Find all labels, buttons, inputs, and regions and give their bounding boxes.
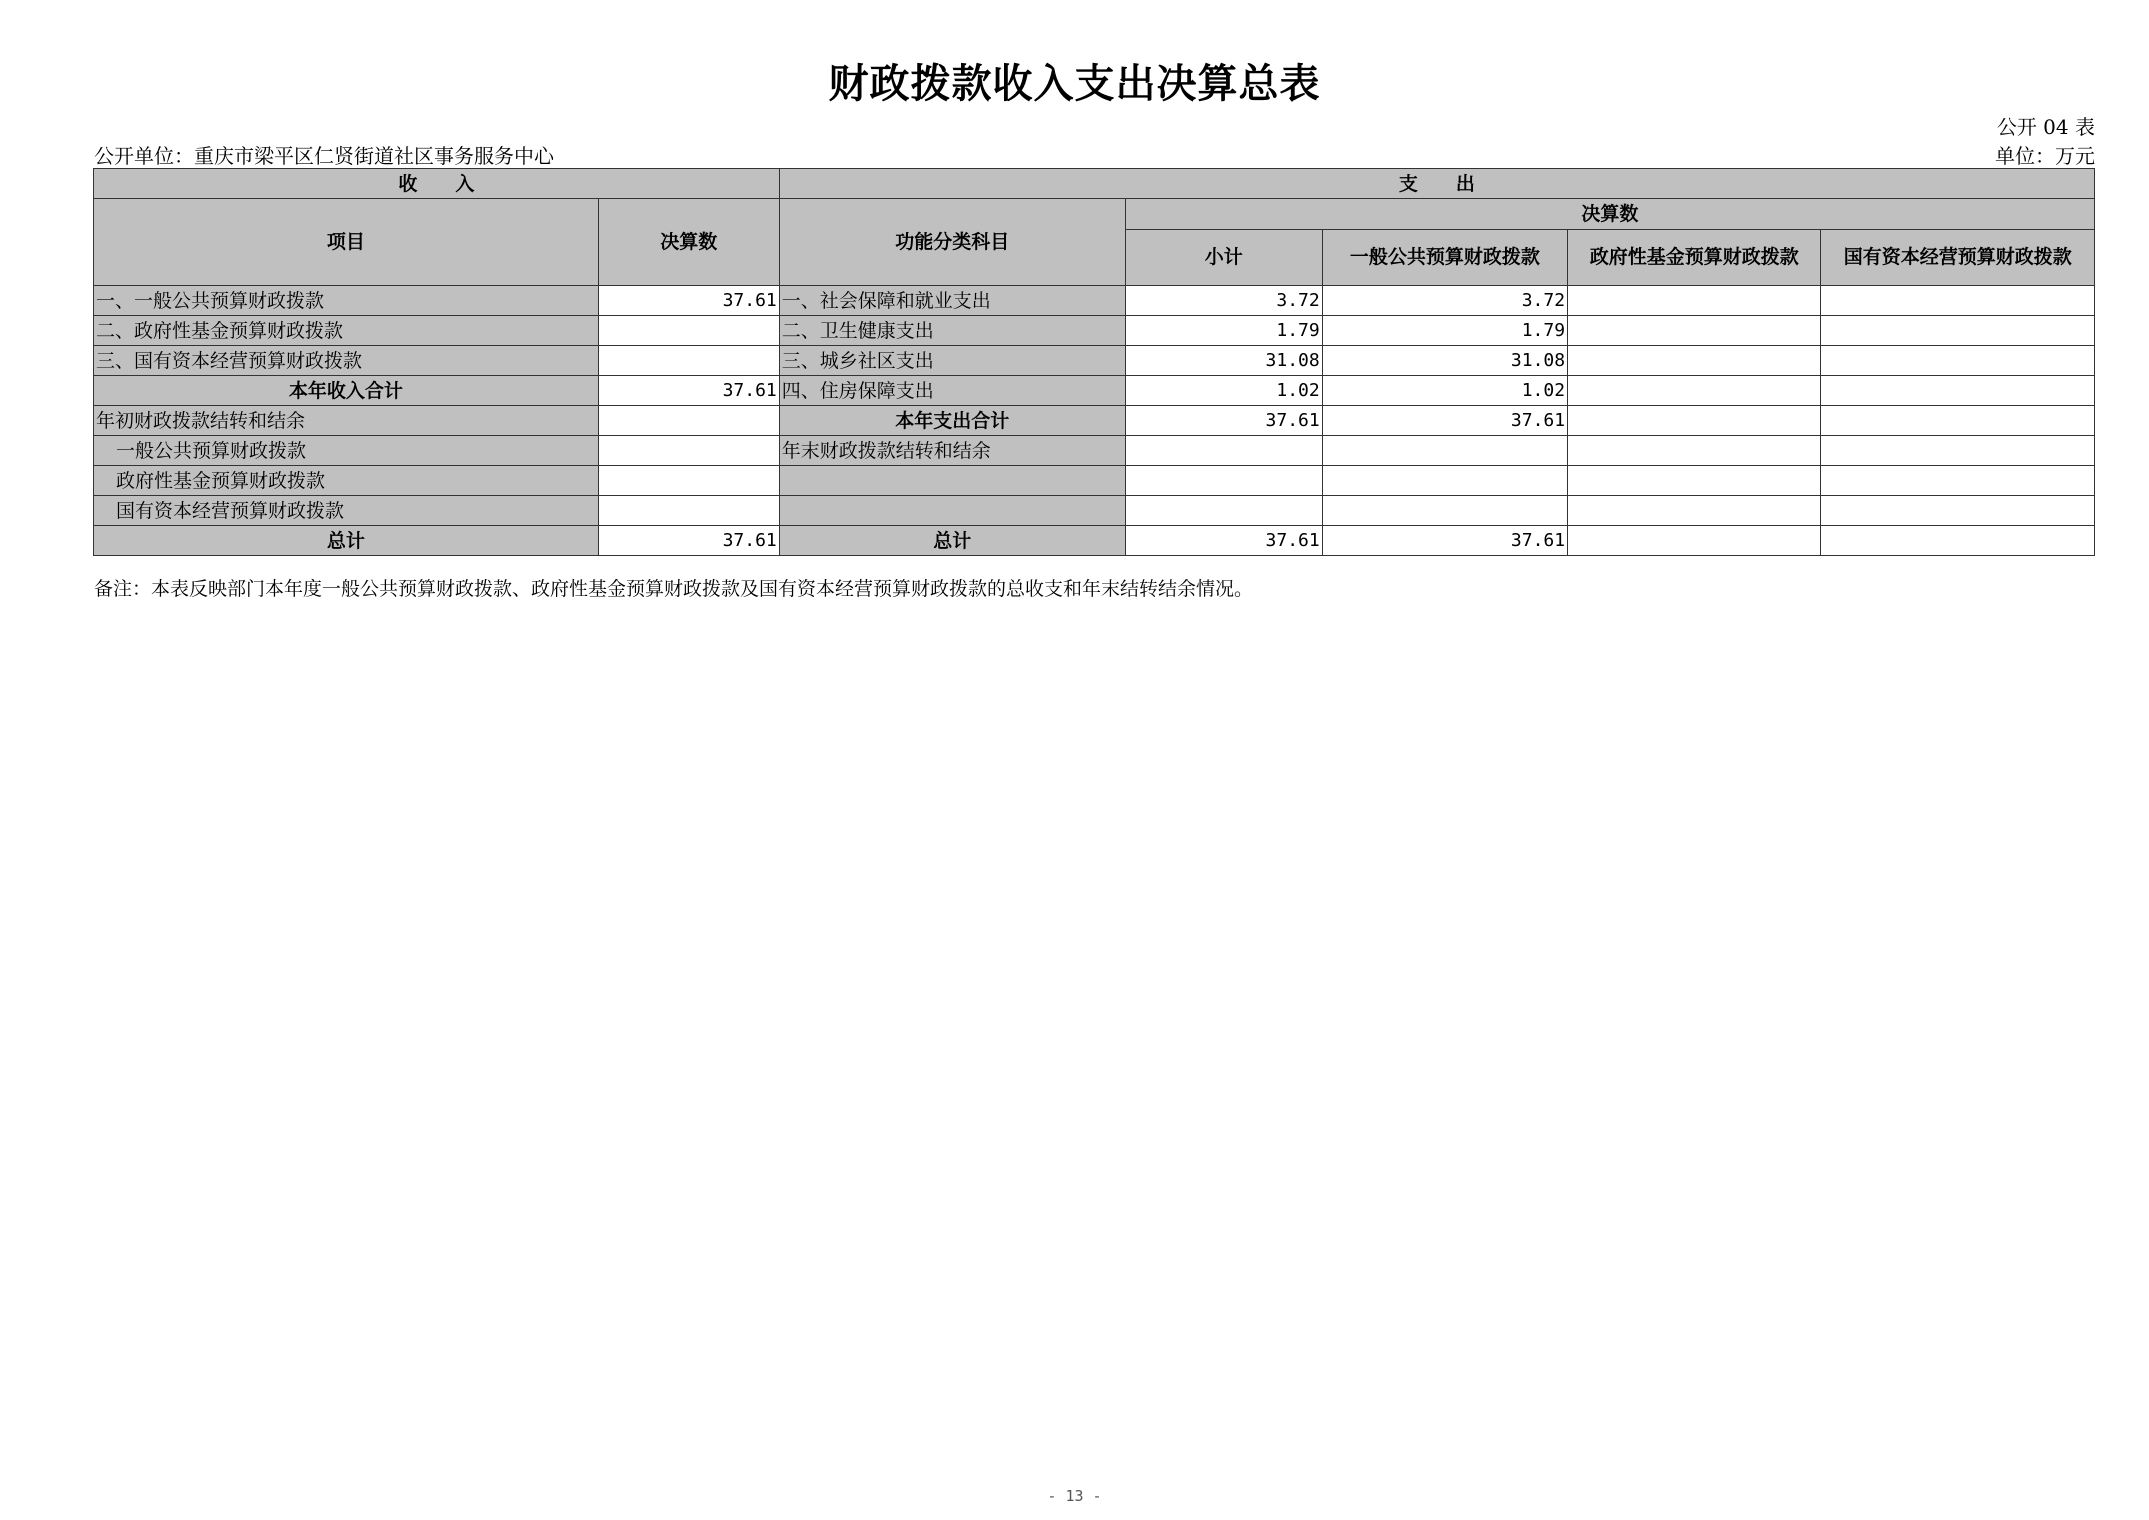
expense-item-cell: 三、城乡社区支出 — [779, 346, 1125, 376]
table-row — [94, 526, 2095, 556]
expense-item-cell: 总计 — [779, 526, 1125, 556]
income-item-cell: 政府性基金预算财政拨款 — [94, 466, 599, 496]
income-item-cell: 一般公共预算财政拨款 — [94, 436, 599, 466]
table-row — [94, 316, 2095, 346]
general-budget-cell: 31.08 — [1322, 346, 1567, 376]
page-title: 财政拨款收入支出决算总表 — [828, 61, 1321, 107]
subtotal-cell — [1125, 436, 1322, 466]
expense-item-cell: 四、住房保障支出 — [779, 376, 1125, 406]
soe-cell — [1821, 496, 2095, 526]
income-amount-cell — [598, 406, 779, 436]
income-amount-cell — [598, 316, 779, 346]
general-budget-cell: 37.61 — [1322, 526, 1567, 556]
table-row — [94, 376, 2095, 406]
general-budget-cell: 1.02 — [1322, 376, 1567, 406]
subtotal-cell — [1125, 496, 1322, 526]
table-row — [94, 466, 2095, 496]
gov-fund-cell — [1568, 286, 1821, 316]
soe-header: 国有资本经营预算财政拨款 — [1821, 229, 2095, 285]
income-amount-cell — [598, 466, 779, 496]
table-row — [94, 496, 2095, 526]
general-budget-cell: 3.72 — [1322, 286, 1567, 316]
income-item-cell: 总计 — [94, 526, 599, 556]
soe-cell — [1821, 316, 2095, 346]
expense-header: 支 出 — [779, 169, 2094, 199]
income-amount-cell — [598, 436, 779, 466]
expense-item-cell: 本年支出合计 — [779, 406, 1125, 436]
soe-cell — [1821, 466, 2095, 496]
subtotal-cell: 37.61 — [1125, 406, 1322, 436]
income-amount-cell — [598, 346, 779, 376]
amount-header: 决算数 — [598, 199, 779, 286]
expense-item-cell — [779, 466, 1125, 496]
subtotal-header: 小计 — [1125, 229, 1322, 285]
general-budget-cell — [1322, 436, 1567, 466]
subtotal-cell — [1125, 466, 1322, 496]
soe-cell — [1821, 526, 2095, 556]
gov-fund-header: 政府性基金预算财政拨款 — [1568, 229, 1821, 285]
income-amount-cell: 37.61 — [598, 376, 779, 406]
general-budget-cell: 37.61 — [1322, 406, 1567, 436]
subtotal-cell: 1.02 — [1125, 376, 1322, 406]
income-header: 收 入 — [94, 169, 780, 199]
income-item-cell: 一、一般公共预算财政拨款 — [94, 286, 599, 316]
income-amount-cell — [598, 496, 779, 526]
income-item-cell: 国有资本经营预算财政拨款 — [94, 496, 599, 526]
soe-cell — [1821, 406, 2095, 436]
table-row — [94, 406, 2095, 436]
soe-cell — [1821, 376, 2095, 406]
expense-item-cell: 一、社会保障和就业支出 — [779, 286, 1125, 316]
income-item-cell: 本年收入合计 — [94, 376, 599, 406]
table-row — [94, 286, 2095, 316]
table-row — [94, 436, 2095, 466]
footnote: 备注：本表反映部门本年度一般公共预算财政拨款、政府性基金预算财政拨款及国有资本经营预算财政拨款的总收支和年末结转结余情况。 — [94, 578, 1254, 600]
income-item-cell: 年初财政拨款结转和结余 — [94, 406, 599, 436]
general-budget-cell — [1322, 466, 1567, 496]
income-item-cell: 三、国有资本经营预算财政拨款 — [94, 346, 599, 376]
gov-fund-cell — [1568, 496, 1821, 526]
gov-fund-cell — [1568, 466, 1821, 496]
expense-item-cell: 年末财政拨款结转和结余 — [779, 436, 1125, 466]
general-budget-header: 一般公共预算财政拨款 — [1322, 229, 1567, 285]
item-header: 项目 — [94, 199, 599, 286]
reporting-unit: 公开单位：重庆市梁平区仁贤街道社区事务服务中心 — [94, 144, 554, 168]
income-amount-cell: 37.61 — [598, 526, 779, 556]
gov-fund-cell — [1568, 406, 1821, 436]
expense-item-cell — [779, 496, 1125, 526]
soe-cell — [1821, 436, 2095, 466]
table-row — [94, 346, 2095, 376]
soe-cell — [1821, 346, 2095, 376]
subtotal-cell: 1.79 — [1125, 316, 1322, 346]
soe-cell — [1821, 286, 2095, 316]
budget-summary-table — [93, 168, 2095, 556]
gov-fund-cell — [1568, 376, 1821, 406]
form-number: 公开 04 表 — [1996, 115, 2095, 139]
gov-fund-cell — [1568, 316, 1821, 346]
final-amount-header: 决算数 — [1125, 199, 2094, 230]
general-budget-cell: 1.79 — [1322, 316, 1567, 346]
page-number: - 13 - — [1047, 1487, 1102, 1505]
income-amount-cell: 37.61 — [598, 286, 779, 316]
subtotal-cell: 37.61 — [1125, 526, 1322, 556]
gov-fund-cell — [1568, 526, 1821, 556]
general-budget-cell — [1322, 496, 1567, 526]
expense-item-cell: 二、卫生健康支出 — [779, 316, 1125, 346]
function-category-header: 功能分类科目 — [779, 199, 1125, 286]
income-item-cell: 二、政府性基金预算财政拨款 — [94, 316, 599, 346]
gov-fund-cell — [1568, 436, 1821, 466]
currency-unit: 单位：万元 — [1995, 144, 2095, 168]
subtotal-cell: 3.72 — [1125, 286, 1322, 316]
gov-fund-cell — [1568, 346, 1821, 376]
subtotal-cell: 31.08 — [1125, 346, 1322, 376]
